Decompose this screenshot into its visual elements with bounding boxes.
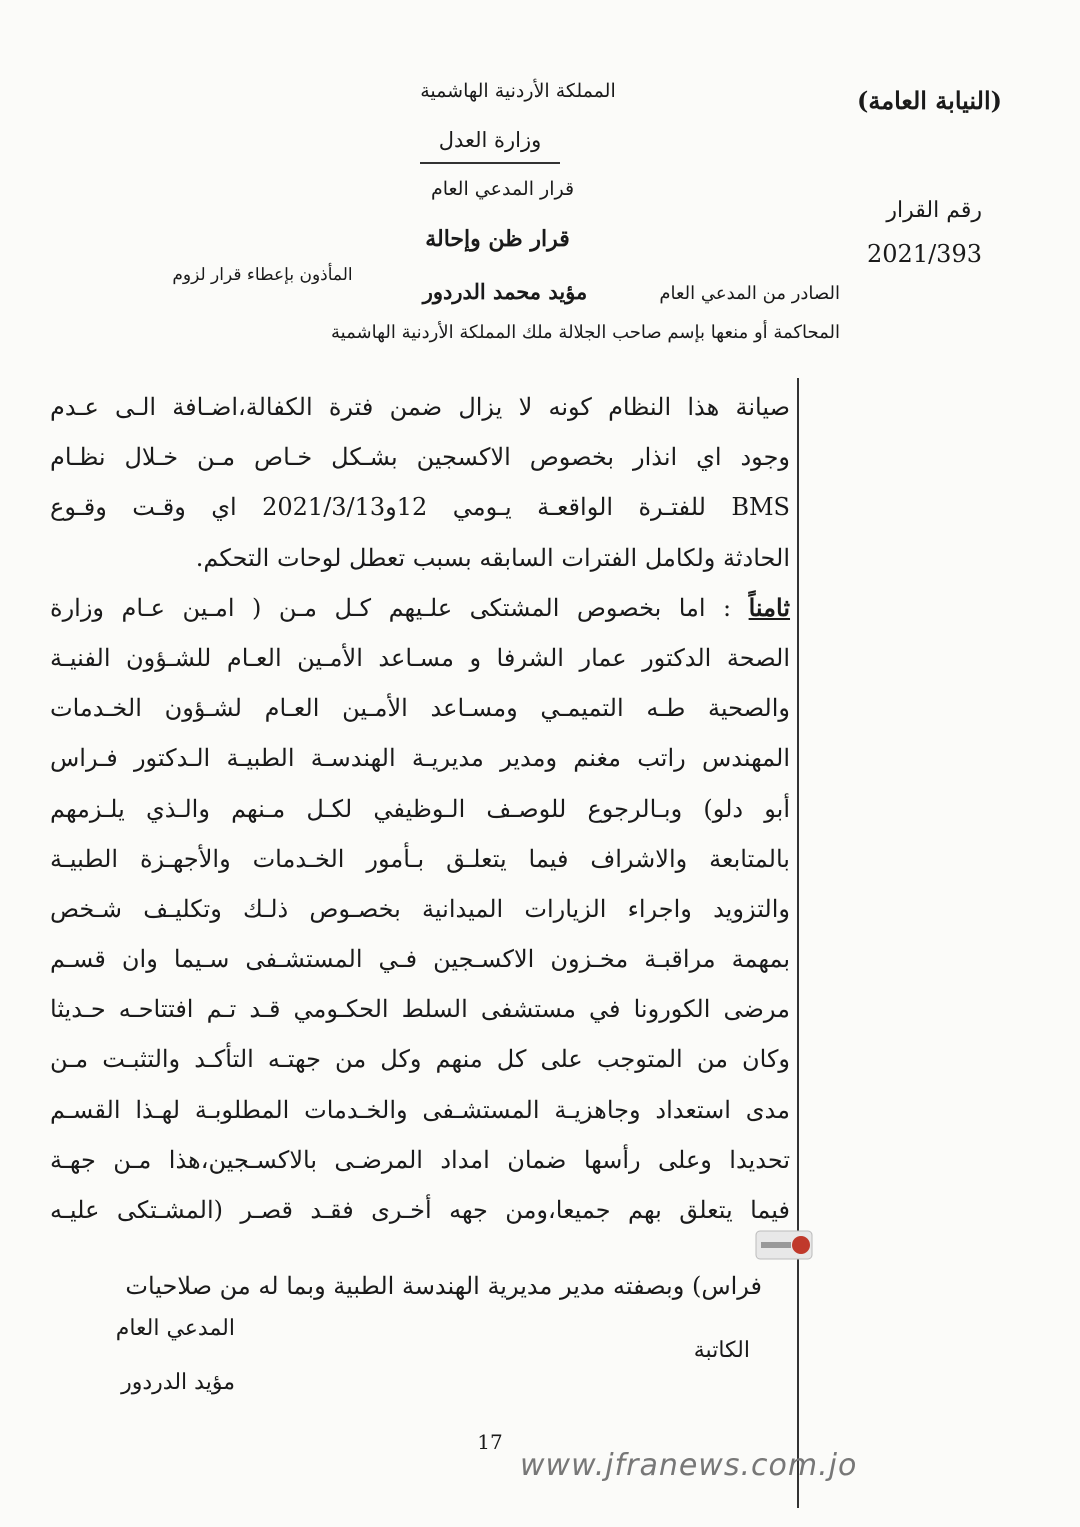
ministry-heading: وزارة العدل — [420, 128, 560, 164]
body-line-final: فراس) وبصفته مدير مديرية الهندسة الطبية وبما له من صلاحيات — [125, 1272, 762, 1300]
body-line: BMS للفتـرة الواقعـة يـومي 12و2021/3/13 اي وقـت وقـوع — [50, 493, 790, 522]
body-line: مرضى الكورونا في مستشفى السلط الحكـومي قـد تـم افتتاحـه حـديثا — [50, 995, 790, 1024]
decision-number-label: رقم القرار — [886, 198, 982, 223]
body-line: فيما يتعلق بهم جميعا،ومن جهه أخـرى فقـد قصـر (المشـتكى عليـه — [50, 1196, 790, 1224]
site-watermark: www.jfranews.com.jo — [520, 1448, 858, 1483]
kingdom-heading: المملكة الأردنية الهاشمية — [420, 80, 616, 102]
authorized-text: المأذون بإعطاء قرار لزوم — [172, 265, 353, 285]
body-line: وجود اي انذار بخصوص الاكسجين بشـكل خـاص مـن خـلال نظـام — [50, 443, 790, 472]
body-line: صيانة هذا النظام كونه لا يزال ضمن فترة الكفالة،اضـافة الـى عـدم — [50, 393, 790, 421]
body-line: تحديدا وعلى رأسها ضمان امداد المرضـى بالاكسـجين،هذا مـن جهـة — [50, 1145, 790, 1174]
body-line: بمهمة مراقبـة مخـزون الاكسـجين فـي المستشـفى سـيما وان قسـم — [50, 945, 790, 974]
signature-title: المدعي العام — [115, 1316, 235, 1341]
body-line: وكان من المتوجب على كل منهم وكل من جهتـه التأكـد والتثبـت مـن — [50, 1045, 790, 1074]
body-line: بالمتابعة والاشراف فيما يتعلـق بـأمور الخـدمات والأجهـزة الطبيـة — [50, 844, 790, 873]
decision-number: 2021/393 — [867, 240, 982, 268]
margin-rule — [797, 378, 799, 1508]
page-number: 17 — [477, 1430, 503, 1454]
decision-by-heading: قرار المدعي العام — [430, 178, 575, 200]
body-line: أبو دلو) وبـالرجوع للوصـف الـوظيفي لكـل مـنهم والـذي يلـزمهم — [50, 794, 790, 823]
watermark-stamp-icon — [755, 1230, 813, 1260]
body-line: الصحة الدكتور عمار الشرفا و مسـاعد الأمـين العـام للشـؤون الفنيـة — [50, 643, 790, 672]
body-line: والصحية طـه التميمـي ومسـاعد الأمـين العـام لشـؤون الخـدمات — [50, 694, 790, 723]
body-line: المهندس راتب مغنم ومدير مديريـة الهندسـة الطبيـة الـدكتور فـراس — [50, 744, 790, 773]
body-line: والتزويد واجراء الزيارات الميدانية بخصـوص ذلـك وتكليـف شـخص — [50, 894, 790, 923]
body-line-text: : اما بخصوص المشتكى علـيهم كـل مـن ( امـين عـام وزارة — [50, 593, 732, 622]
signature-name: مؤيد الدردور — [121, 1370, 235, 1395]
body-line-section — [50, 583, 790, 633]
trial-line-text: المحاكمة أو منعها بإسم صاحب الجلالة ملك المملكة الأردنية الهاشمية — [331, 322, 840, 343]
clerk-label: الكاتبة — [693, 1338, 750, 1363]
public-prosecution-label: (النيابة العامة) — [857, 86, 1002, 115]
body-line: الحادثة ولكامل الفترات السابقه بسبب تعطل لوحات التحكم. — [195, 543, 790, 572]
issued-from-text: الصادر من المدعي العام — [659, 283, 840, 304]
body-text — [50, 382, 790, 1235]
prosecutor-name: مؤيد محمد الدردور — [422, 279, 588, 304]
document-title: قرار ظن وإحالة — [425, 226, 570, 252]
section-label: ثامناً — [748, 592, 791, 622]
body-line: مدى استعداد وجاهزيـة المستشـفى والخـدمات المطلوبـة لهـذا القسـم — [50, 1095, 790, 1124]
